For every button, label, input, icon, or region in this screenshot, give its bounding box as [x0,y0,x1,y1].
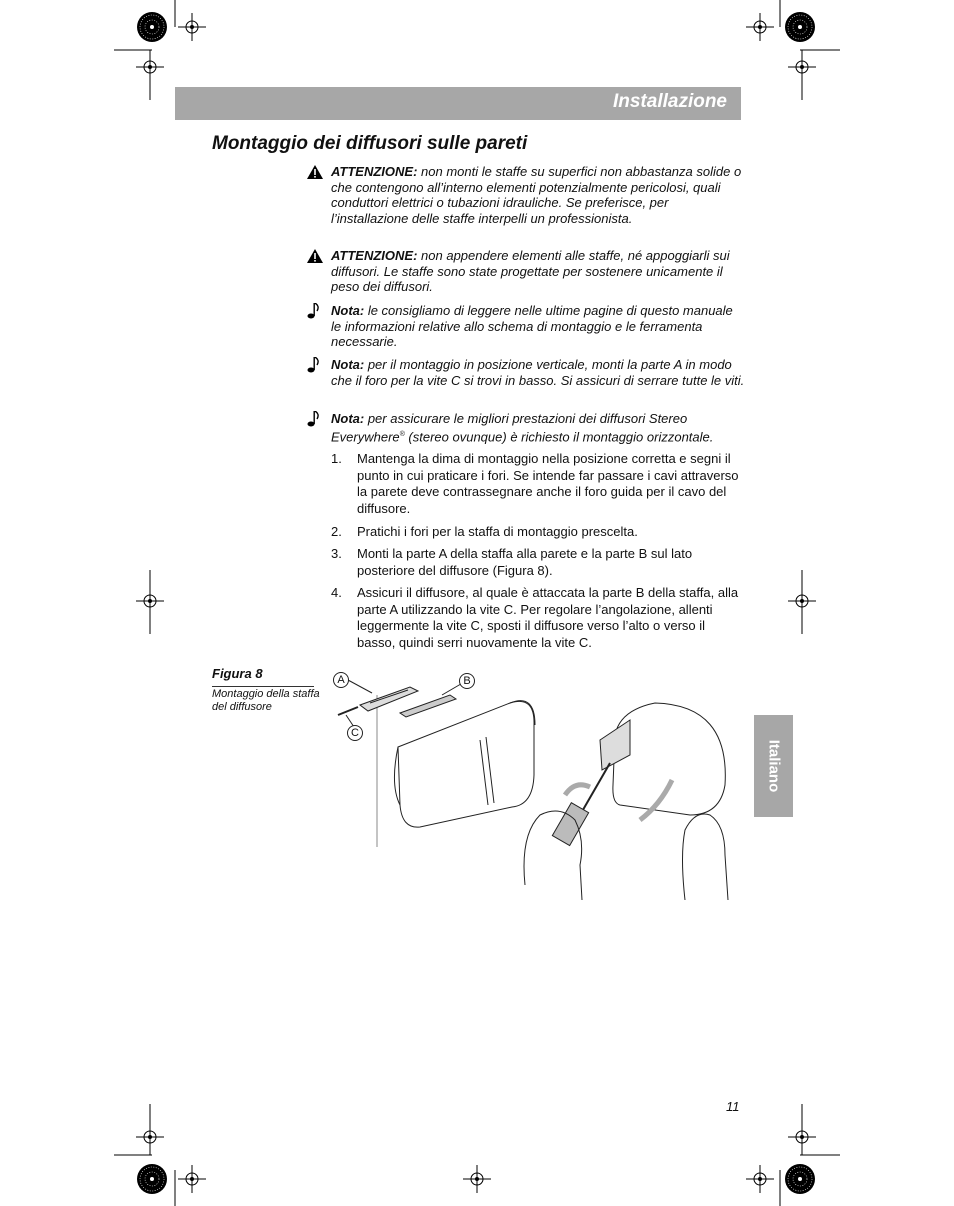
note-text: per il montaggio in posizione verticale, monti la parte A in modo che il foro per la vite C si trovi in basso. Si assicuri di serrare tutte le viti. [331,357,745,388]
warning-label: ATTENZIONE: [331,164,418,179]
language-side-tab [754,715,793,817]
step-text: Assicuri il diffusore, al quale è attaccata la parte B della staffa, alla parte A utilizzando la vite C. Per regolare l’angolazione, allenti leggermente la vite C, sposti il diffusore verso l’alto o verso il basso, quindi serri nuovamente la vite C. [357,585,739,650]
step-text: Monti la parte A della staffa alla parete e la parte B sul lato posteriore del diffusore (Figura 8). [357,546,693,578]
info-note-1 [331,303,746,350]
step-number: 4. [331,585,342,600]
note-text-cont: (stereo ovunque) è richiesto il montaggio orizzontale. [404,428,714,444]
callout-a: A [333,672,349,688]
note-text: per assicurare le migliori prestazioni dei diffusori Stereo Everywhere [331,411,688,444]
music-note-icon [306,303,324,319]
warning-note-1 [331,164,746,226]
figure-caption: Montaggio della staffa del diffusore [212,688,320,713]
language-label: Italiano [765,739,782,793]
note-label: Nota: [331,357,365,372]
callout-b: B [459,673,475,689]
figure-illustration [330,665,750,900]
step-number: 1. [331,451,342,466]
note-label: Nota: [331,411,365,426]
info-note-2 [331,357,746,388]
page-title: Montaggio dei diffusori sulle pareti [212,133,528,154]
figure-rule [212,686,314,687]
warning-text: non appendere elementi alle staffe, né appoggiarli sui diffusori. Le staffe sono state progettate per sostenere unicamente il peso dei diffusori. [331,248,730,294]
warning-label: ATTENZIONE: [331,248,418,263]
figure-label: Figura 8 [212,666,263,681]
warning-note-2 [331,248,746,295]
info-note-3 [331,411,746,444]
section-header-bar [175,87,741,120]
warning-icon [306,248,324,264]
note-label: Nota: [331,303,365,318]
section-title: Installazione [612,91,727,112]
step-text: Pratichi i fori per la staffa di montaggio prescelta. [357,524,638,539]
music-note-icon [306,357,324,373]
step-number: 2. [331,524,342,539]
page-number: 11 [726,1099,740,1114]
note-text: le consigliamo di leggere nelle ultime pagine di questo manuale le informazioni relative allo schema di montaggio e le ferramenta necessarie. [331,303,733,349]
warning-text: non monti le staffe su superfici non abbastanza solide o che contengono all’interno elementi potenzialmente pericolosi, quali conduttori elettrici o tubazioni idrauliche. Se preferisce, per l’installazione delle staffe interpelli un professionista. [331,164,742,226]
step-text: Mantenga la dima di montaggio nella posizione corretta e segni il punto in cui praticare i fori. Se intende far passare i cavi attraverso la parete deve contrassegnare anche il foro guida per il cavo del diffusore. [357,451,739,516]
music-note-icon [306,411,324,427]
warning-icon [306,164,324,180]
step-number: 3. [331,546,342,561]
registered-mark: ® [399,430,405,438]
callout-c: C [347,725,363,741]
